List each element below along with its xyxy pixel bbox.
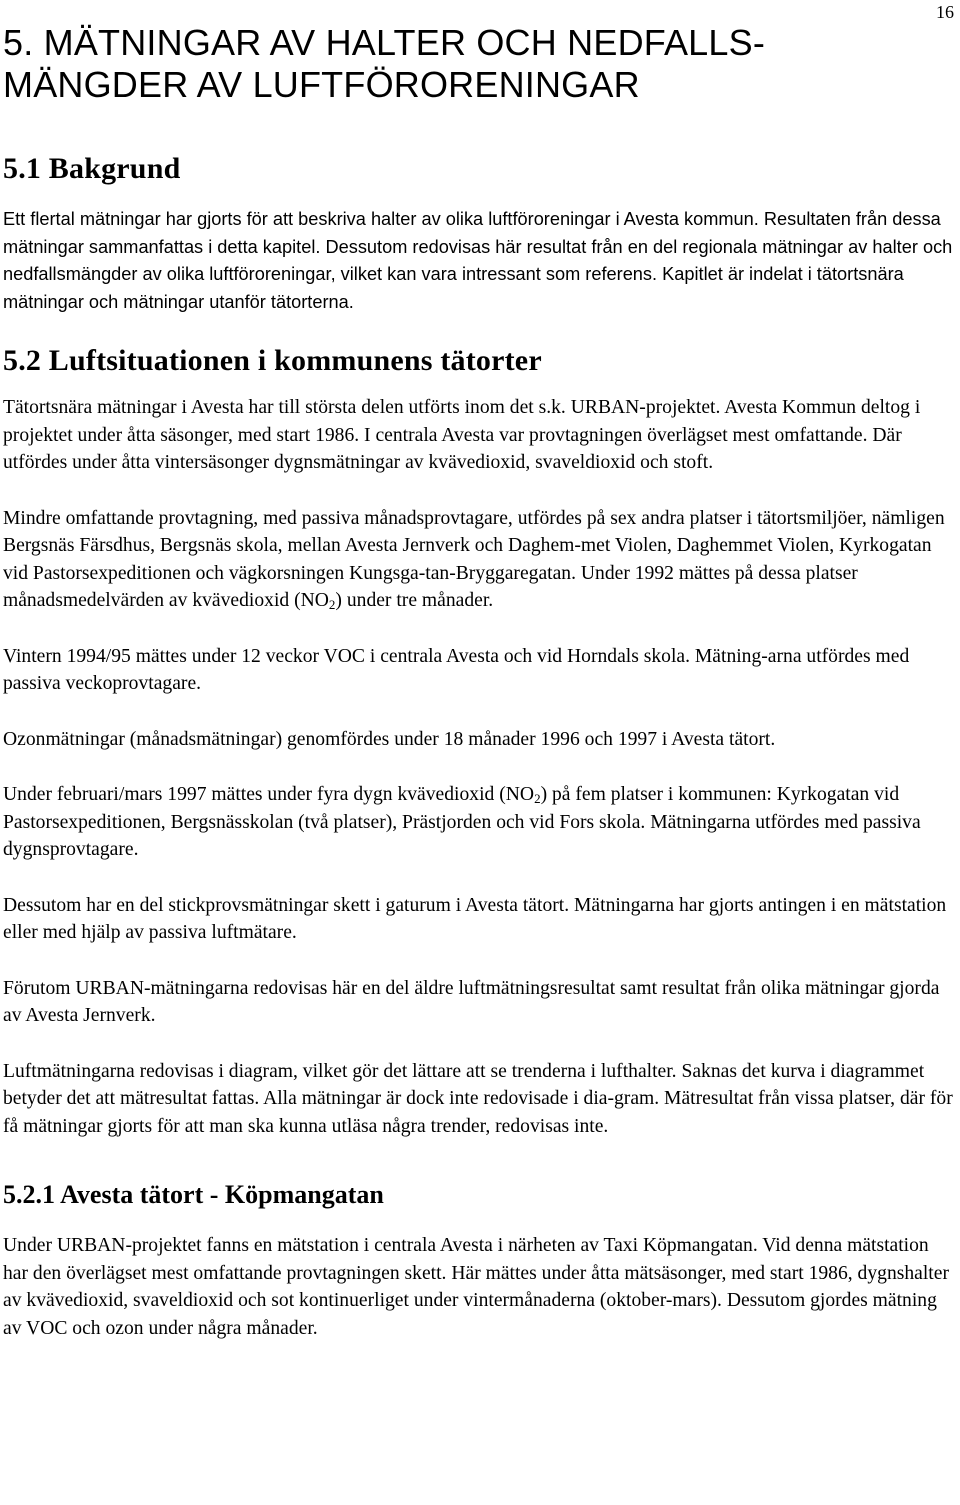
- paragraph-5-text-end: ) på fem platser i kommunen: Kyrkogatan vid Pastorsexpeditionen, Bergsnässkolan (två platser), Prästjorden och vid Fors skola. Mätningarna utfördes med passiva dygnsprovtagare.: [3, 784, 921, 860]
- section-5-2-paragraph-3: Vintern 1994/95 mättes under 12 veckor VOC i centrala Avesta och vid Horndals skola. Mätning-arna utfördes med passiva veckoprovtagare.: [3, 645, 910, 694]
- document-body: [3, 0, 953, 1342]
- section-5-2-paragraph-6: Dessutom har en del stickprovsmätningar skett i gaturum i Avesta tätort. Mätningarna har gjorts antingen i en mätstation eller med hjälp av passiva luftmätare.: [3, 894, 947, 943]
- section-5-2-paragraph-2: [3, 505, 953, 615]
- paragraph-2-text: Mindre omfattande provtagning, med passiva månadsprovtagare, utfördes på sex andra platser i tätortsmiljöer, nämligen Bergsnäs Färsdhus, Bergsnäs skola, mellan Avesta Jernverk och Daghem-met Violen, Daghemmet Violen, Kyrkogatan vid Pastorsexpeditionen och vägkorsningen Kungsga-tan-Bryggaregatan. Under 1992 mättes på dessa platser månadsmedelvärden av kvävedioxid (NO: [3, 507, 945, 611]
- paragraph-2-text-end: ) under tre månader.: [335, 590, 494, 611]
- subscript-2: 2: [534, 791, 541, 806]
- page-number: 16: [936, 2, 954, 22]
- section-5-2-1-title: 5.2.1 Avesta tätort - Köpmangatan: [3, 1180, 384, 1209]
- section-5-2-title: 5.2 Luftsituationen i kommunens tätorter: [3, 344, 542, 377]
- chapter-heading: [3, 22, 953, 106]
- subscript-2: 2: [328, 597, 336, 612]
- chapter-heading-line-1: 5. MÄTNINGAR AV HALTER OCH NEDFALLS-: [3, 22, 766, 63]
- paragraph-5-text: Under februari/mars 1997 mättes under fyra dygn kvävedioxid (NO: [3, 784, 535, 805]
- section-5-1-title: 5.1 Bakgrund: [3, 152, 181, 185]
- section-5-2-paragraph-5: [3, 781, 953, 864]
- section-5-1-paragraph: Ett flertal mätningar har gjorts för att beskriva halter av olika luftföroreningar i Avesta kommun. Resultaten från dessa mätningar sammanfattas i detta kapitel. Dessutom redovisas här resultat från en del regionala mätningar av halter och nedfallsmängder av olika luftföroreningar, vilket kan vara intressant som referens. Kapitlet är indelat i tätortsnära mätningar och mätningar utanför tätorterna.: [3, 209, 953, 312]
- section-5-2-1-paragraph: Under URBAN-projektet fanns en mätstation i centrala Avesta i närheten av Taxi Köpmangatan. Vid denna mätstation har den överlägset mest omfattande provtagningen skett. Här mättes under åtta mätsäsonger, med start 1986, dygnshalter av kvävedioxid, svaveldioxid och sot kontinuerliget under vintermånaderna (oktober-mars). Dessutom gjordes mätning av VOC och ozon under några månader.: [3, 1235, 949, 1339]
- section-5-2-paragraph-4: Ozonmätningar (månadsmätningar) genomfördes under 18 månader 1996 och 1997 i Avesta tätort.: [3, 728, 776, 750]
- section-5-2-paragraph-7: Förutom URBAN-mätningarna redovisas här en del äldre luftmätningsresultat samt resultat från olika mätningar gjorda av Avesta Jernverk.: [3, 977, 940, 1026]
- section-5-2-paragraph-8: Luftmätningarna redovisas i diagram, vilket gör det lättare att se trenderna i lufthalter. Saknas det kurva i diagrammet betyder det att mätresultat fattas. Alla mätningar är dock inte redovisade i dia-gram. Mätresultat från vissa platser, där för få mätningar gjorts för att man ska kunna utläsa några trender, redovisas inte.: [3, 1060, 953, 1137]
- chapter-heading-line-2: MÄNGDER AV LUFTFÖRORENINGAR: [3, 64, 640, 105]
- section-5-2-paragraph-1: Tätortsnära mätningar i Avesta har till största delen utförts inom det s.k. URBAN-projektet. Avesta Kommun deltog i projektet under åtta säsonger, med start 1986. I centrala Avesta var provtagningen överlägset mest omfattande. Där utfördes under åtta vintersäsonger dygnsmätningar av kvävedioxid, svaveldioxid och stoft.: [3, 397, 921, 473]
